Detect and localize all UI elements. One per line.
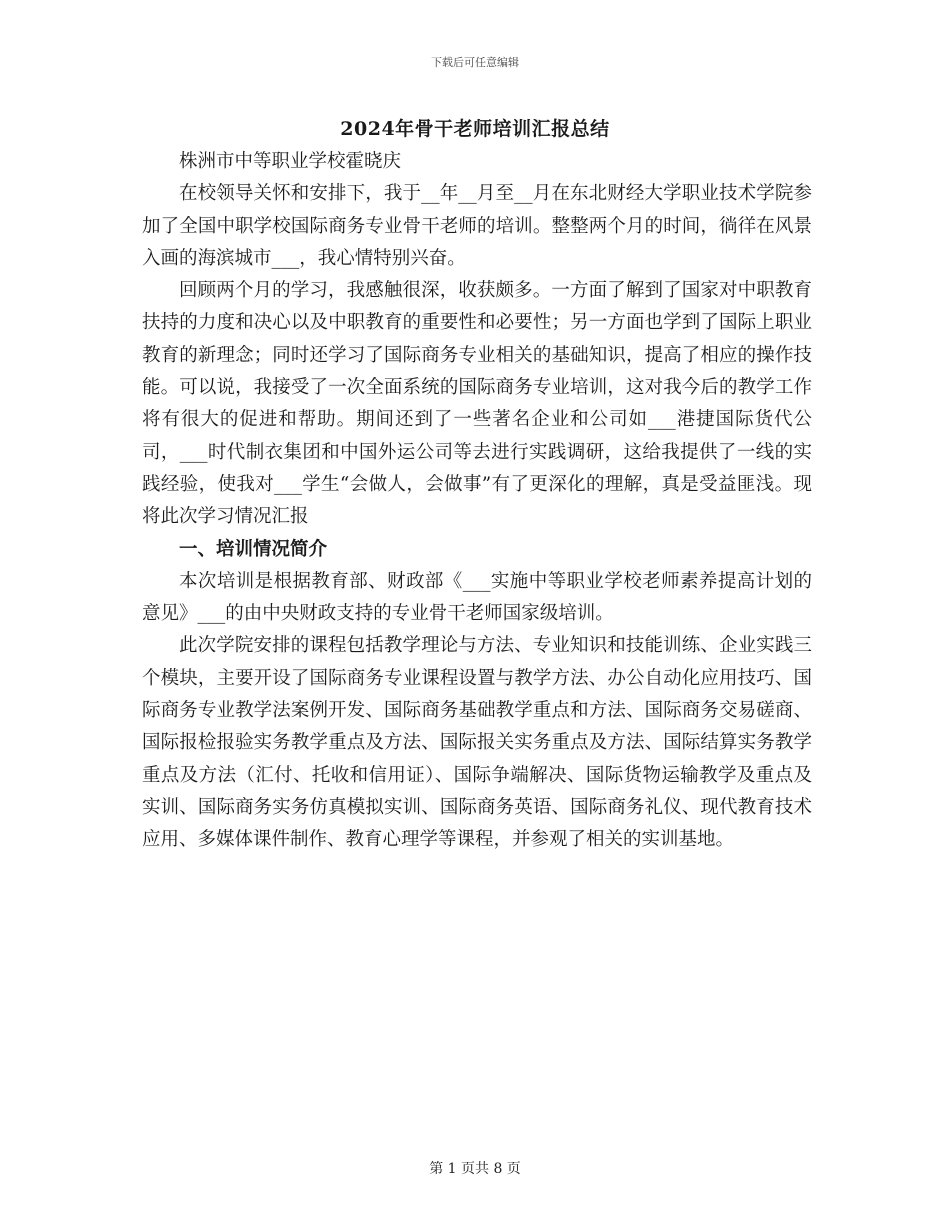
author-line: 株洲市中等职业学校霍晓庆 bbox=[179, 151, 402, 172]
document-body bbox=[142, 146, 812, 857]
curriculum-paragraph: 此次学院安排的课程包括教学理论与方法、专业知识和技能训练、企业实践三个模块，主要开设了国际商务专业课程设置与教学方法、办公自动化应用技巧、国际商务专业教学法案例开发、国际商务基础教学重点和方法、国际商务交易磋商、国际报检报验实务教学重点及方法、国际报关实务重点及方法、国际结算实务教学重点及方法（汇付、托收和信用证）、国际争端解决、国际货物运输教学及重点及实训、国际商务实务仿真模拟实训、国际商务英语、国际商务礼仪、现代教育技术应用、多媒体课件制作、教育心理学等课程，并参观了相关的实训基地。 bbox=[142, 635, 812, 851]
intro-paragraph: 在校领导关怀和安排下，我于__年__月至__月在东北财经大学职业技术学院参加了全国中职学校国际商务专业骨干老师的培训。整整两个月的时间，徜徉在风景入画的海滨城市___，我心情特别兴奋。 bbox=[142, 183, 812, 269]
section-heading-training-overview: 一、培训情况简介 bbox=[179, 538, 328, 560]
page-number-footer: 第 1 页共 8 页 bbox=[429, 1161, 521, 1177]
training-basis-paragraph: 本次培训是根据教育部、财政部《___实施中等职业学校老师素养提高计划的意见》___的由中央财政支持的专业骨干老师国家级培训。 bbox=[142, 570, 812, 625]
document-title: 2024年骨干老师培训汇报总结 bbox=[340, 118, 610, 140]
review-paragraph: 回顾两个月的学习，我感触很深，收获颇多。一方面了解到了国家对中职教育扶持的力度和决心以及中职教育的重要性和必要性；另一方面也学到了国际上职业教育的新理念；同时还学习了国际商务专业相关的基础知识，提高了相应的操作技能。可以说，我接受了一次全面系统的国际商务专业培训，这对我今后的教学工作将有很大的促进和帮助。期间还到了一些著名企业和公司如___港捷国际货代公司，___时代制衣集团和中国外运公司等去进行实践调研，这给我提供了一线的实践经验，使我对___学生“会做人，会做事”有了更深化的理解，真是受益匪浅。现将此次学习情况汇报 bbox=[142, 280, 812, 528]
page-header-note: 下载后可任意编辑 bbox=[431, 56, 519, 69]
